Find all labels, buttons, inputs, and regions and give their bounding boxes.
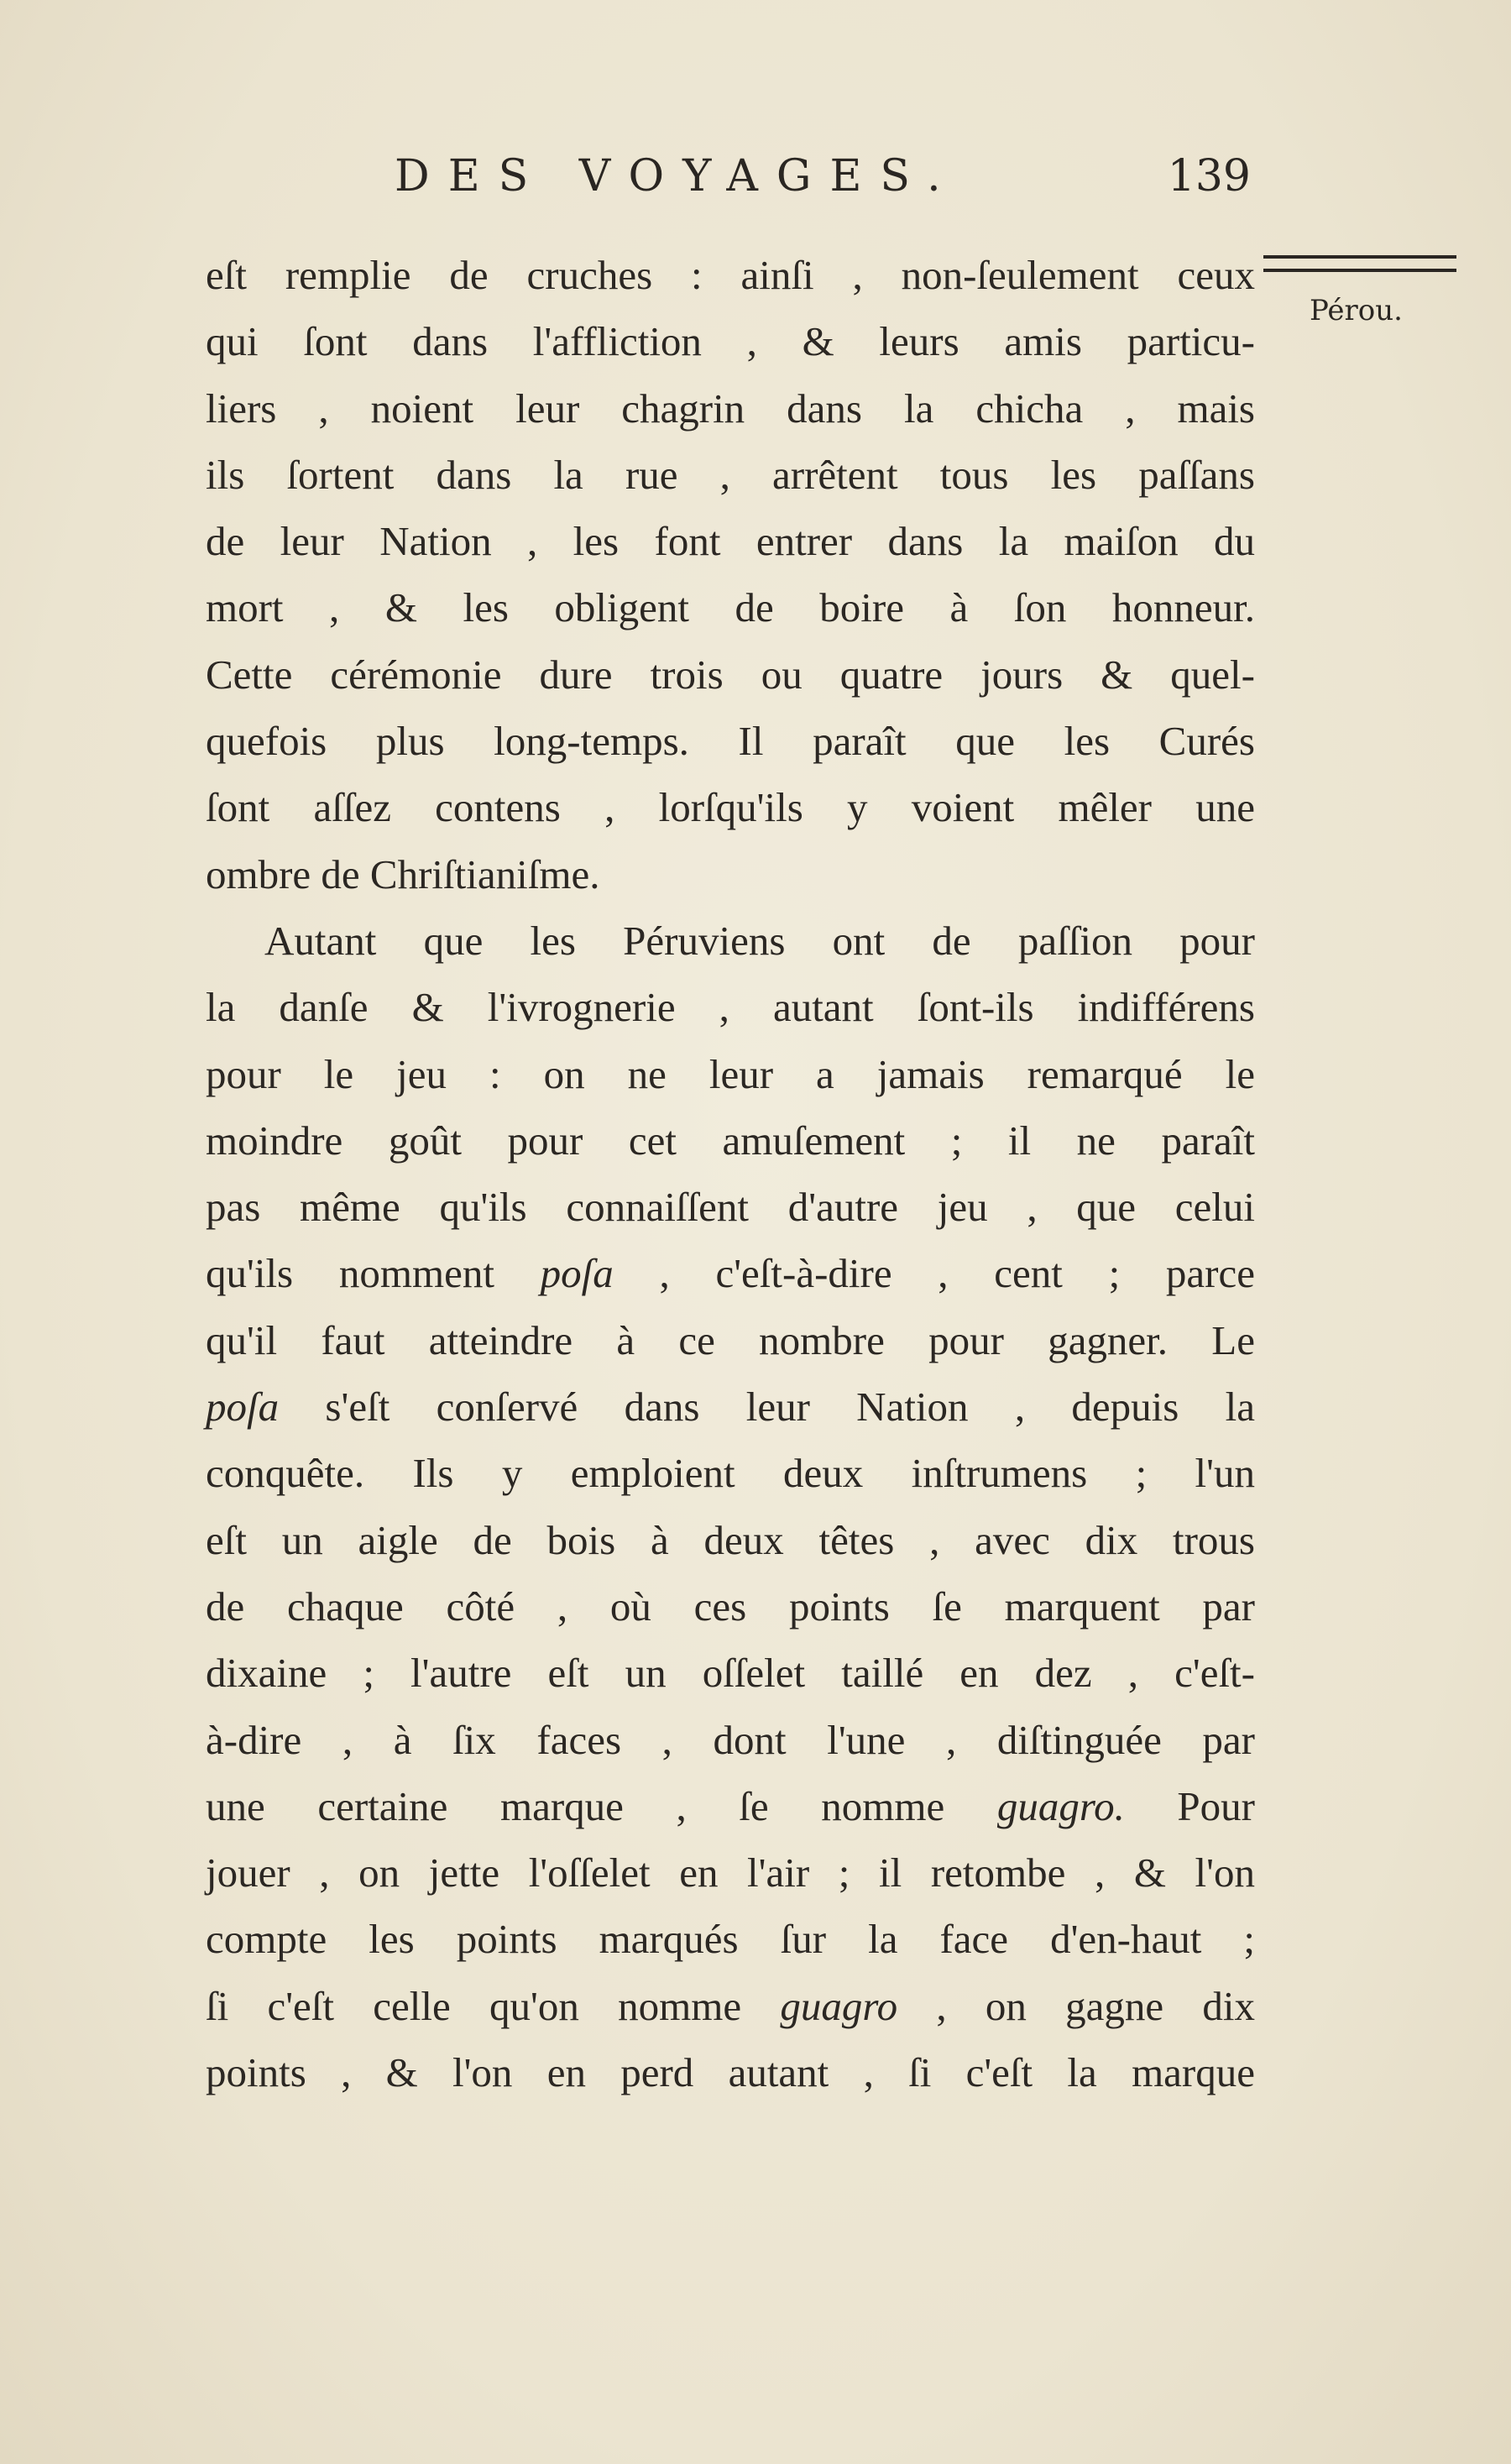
text-line: à-dire , à ſix faces , dont l'une , diſtinguée par (206, 1716, 1255, 1763)
text-segment: ſi c'eſt celle qu'on nomme (206, 1982, 781, 2029)
text-line: ils ſortent dans la rue , arrêtent tous les paſſans (206, 451, 1255, 498)
text-line: Cette cérémonie dure trois ou quatre jours & quel- (206, 651, 1255, 698)
text-segment: Pour (1124, 1782, 1255, 1829)
text-segment: qu'ils nomment (206, 1250, 541, 1297)
text-line: la danſe & l'ivrognerie , autant ſont-ils indifférens (206, 984, 1255, 1031)
text-line: pas même qu'ils connaiſſent d'autre jeu , que celui (206, 1184, 1255, 1231)
text-line: de chaque côté , où ces points ſe marquent par (206, 1583, 1255, 1630)
text-line: ſont aſſez contens , lorſqu'ils y voient mêler une (206, 784, 1255, 831)
text-line: compte les points marqués ſur la face d'en-haut ; (206, 1916, 1255, 1963)
italic-term: guagro. (996, 1782, 1125, 1829)
page-number: 139 (1167, 151, 1251, 201)
running-title: DES VOYAGES. (395, 151, 959, 201)
text-line: quefois plus long-temps. Il paraît que les Curés (206, 718, 1255, 765)
text-segment: , c'eſt-à-dire , cent ; parce (613, 1250, 1255, 1297)
text-line: pour le jeu : on ne leur a jamais remarqué le (206, 1050, 1255, 1097)
text-segment: , on gagne dix (897, 1982, 1255, 2029)
body-text (206, 242, 1255, 2106)
text-line: qu'il faut atteindre à ce nombre pour gagner. Le (206, 1316, 1255, 1363)
text-line: eſt un aigle de bois à deux têtes , avec dix trous (206, 1516, 1255, 1563)
italic-term: poſa (540, 1250, 614, 1297)
text-line: points , & l'on en perd autant , ſi c'eſt la marque (206, 2049, 1255, 2096)
margin-note: Pérou. (1310, 294, 1403, 327)
text-line (206, 1773, 1255, 1839)
text-line: conquête. Ils y emploient deux inſtrumens ; l'un (206, 1450, 1255, 1497)
text-line: jouer , on jette l'oſſelet en l'air ; il retombe , & l'on (206, 1849, 1255, 1896)
text-line: de leur Nation , les font entrer dans la maiſon du (206, 518, 1255, 565)
text-segment: s'eſt conſervé dans leur Nation , depuis la (279, 1384, 1255, 1431)
paragraph-start-line: Autant que les Péruviens ont de paſſion pour (264, 917, 1255, 964)
margin-rule (1263, 255, 1456, 272)
text-line (206, 1973, 1255, 2039)
text-line: eſt remplie de cruches : ainſi , non-ſeulement ceux (206, 252, 1255, 298)
text-line: dixaine ; l'autre eſt un oſſelet taillé en dez , c'eſt- (206, 1650, 1255, 1697)
text-line: qui ſont dans l'affliction , & leurs amis particu- (206, 318, 1255, 365)
italic-term: guagro (780, 1982, 898, 2029)
text-line: moindre goût pour cet amuſement ; il ne paraît (206, 1117, 1255, 1164)
text-line: liers , noient leur chagrin dans la chicha , mais (206, 385, 1255, 432)
paragraph-end-line: ombre de Chriſtianiſme. (206, 850, 600, 897)
text-line (206, 1373, 1255, 1440)
page-header (395, 151, 1251, 218)
italic-term: poſa (206, 1384, 280, 1431)
text-line (206, 1240, 1255, 1306)
text-segment: une certaine marque , ſe nomme (206, 1782, 997, 1829)
text-line: mort , & les obligent de boire à ſon honneur. (206, 584, 1255, 631)
